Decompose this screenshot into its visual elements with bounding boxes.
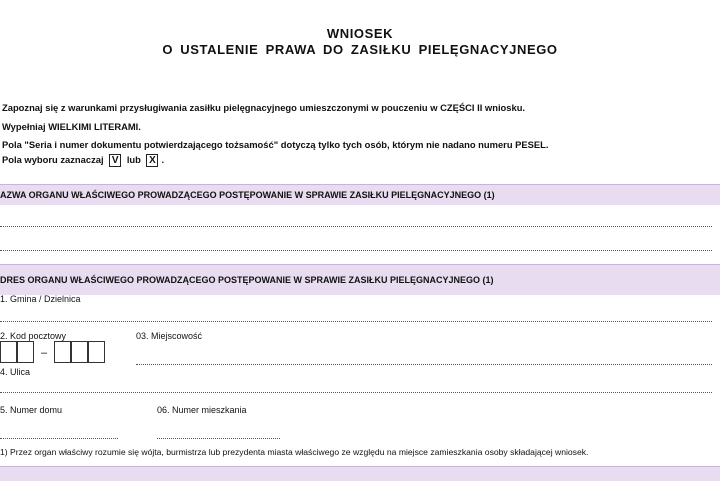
footnote: 1) Przez organ właściwy rozumie się wójta, burmistrza lub prezydenta miasta właściwego ze względu na miejsce zamieszkania osoby składającej wniosek.	[0, 447, 589, 457]
nr-domu-input[interactable]	[0, 438, 118, 439]
section-address-label: DRES ORGANU WŁAŚCIWEGO PROWADZĄCEGO POSTĘPOWANIE W SPRAWIE ZASIŁKU PIELĘGNACYJNEGO (1)	[0, 275, 494, 285]
field-nr-mieszkania-label: 06. Numer mieszkania	[157, 405, 247, 415]
field-nr-domu-label: 5. Numer domu	[0, 405, 63, 415]
field-gmina-label: 1. Gmina / Dzielnica	[0, 294, 81, 304]
instruction-4	[2, 154, 164, 167]
organ-name-line-1[interactable]	[0, 226, 712, 227]
postcode-cell-2[interactable]	[17, 341, 34, 363]
section-name-label: AZWA ORGANU WŁAŚCIWEGO PROWADZĄCEGO POSTĘPOWANIE W SPRAWIE ZASIŁKU PIELĘGNACYJNEGO (1)	[0, 190, 495, 200]
instruction-1: Zapoznaj się z warunkami przysługiwania zasiłku pielęgnacyjnego umieszczonymi w pouczeniu w CZĘŚCI II wniosku.	[2, 102, 526, 113]
instruction-4-middle: lub	[126, 154, 141, 165]
checkbox-sample-v: V	[109, 154, 121, 167]
postcode-cell-5[interactable]	[88, 341, 105, 363]
section-name-header	[0, 184, 720, 205]
field-ulica-label: 4. Ulica	[0, 367, 31, 377]
nr-mieszkania-input[interactable]	[157, 438, 280, 439]
checkbox-sample-x: X	[146, 154, 158, 167]
instruction-4-suffix: .	[161, 154, 165, 165]
organ-name-line-2[interactable]	[0, 250, 712, 251]
instruction-2: Wypełniaj WIELKIMI LITERAMI.	[2, 121, 141, 132]
section-address-header	[0, 264, 720, 295]
field-miejscowosc-label: 03. Miejscowość	[136, 331, 203, 341]
instruction-4-prefix: Pola wyboru zaznaczaj	[2, 154, 104, 165]
ulica-input[interactable]	[0, 392, 712, 393]
miejscowosc-input[interactable]	[136, 364, 712, 365]
gmina-input[interactable]	[0, 321, 712, 322]
instruction-3: Pola "Seria i numer dokumentu potwierdzającego tożsamość" dotyczą tylko tych osób, którym nie nadano numeru PESEL.	[2, 139, 549, 150]
postcode-cell-4[interactable]	[71, 341, 88, 363]
form-title: WNIOSEK	[326, 26, 394, 41]
next-section-band	[0, 466, 720, 481]
form-subtitle: O USTALENIE PRAWA DO ZASIŁKU PIELĘGNACYJNEGO	[162, 42, 558, 57]
field-kod-label: 2. Kod pocztowy	[0, 331, 67, 341]
postcode-cell-1[interactable]	[0, 341, 17, 363]
postcode-cell-3[interactable]	[54, 341, 71, 363]
postcode-separator: –	[41, 347, 48, 359]
